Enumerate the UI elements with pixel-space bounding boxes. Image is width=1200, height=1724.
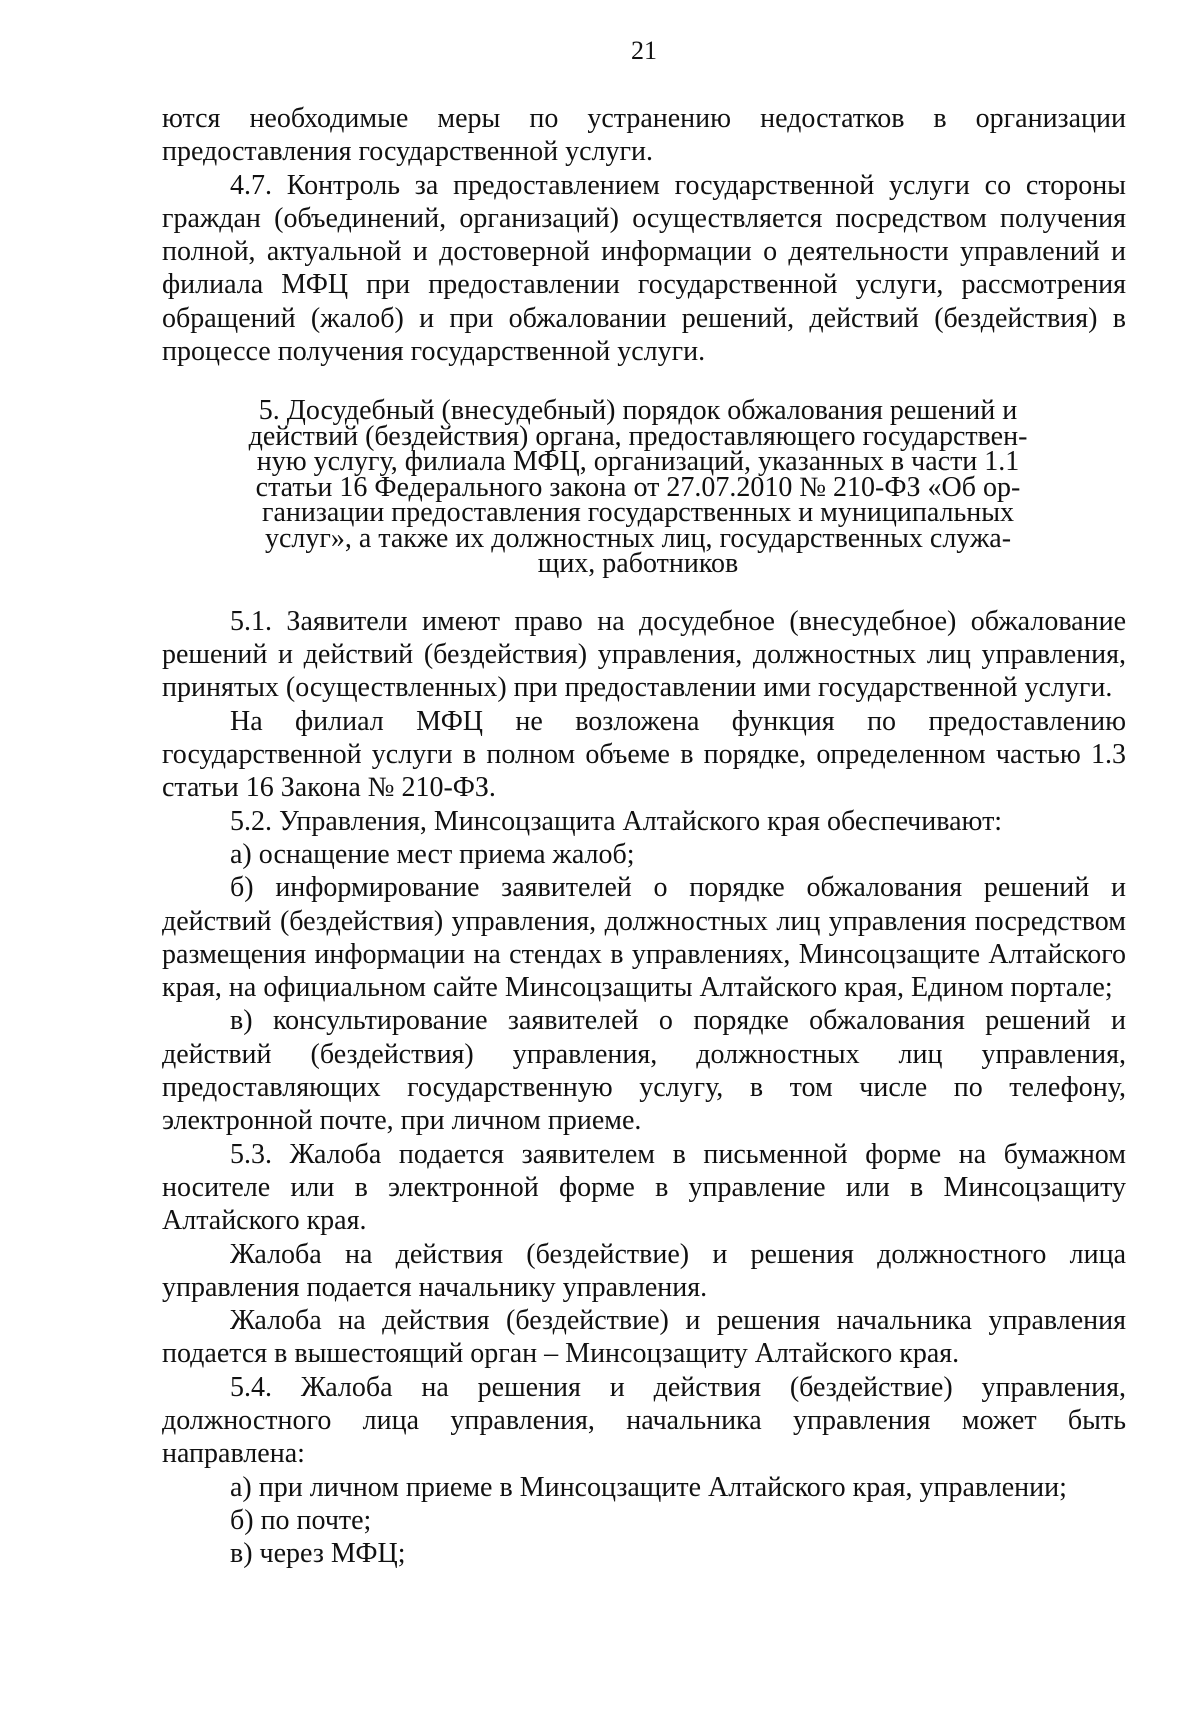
list-item-5-2-a: а) оснащение мест приема жалоб; [230,838,635,870]
list-item-5-4-a: а) при личном приеме в Минсоцзащите Алтайского края, управлении; [230,1471,1067,1503]
paragraph-complaint-official: Жалоба на действия (бездействие) и решения должностного лица управления подается начальнику управления. [162,1238,1126,1303]
paragraph-4-7: 4.7. Контроль за предоставлением государственной услуги со стороны граждан (объединений, организаций) осуществляется посредством получения полной, актуальной и достоверной информации о деятельности управлений и филиала МФЦ при предоставлении государственной услуги, рассмотрения обращений (жалоб) и при обжаловании решений, действий (бездействия) в процессе получения государственной услуги. [162,169,1126,368]
paragraph-5-4: 5.4. Жалоба на решения и действия (бездействие) управления, должностного лица управления, начальника управления может быть направлена: [162,1371,1126,1470]
section-heading-line: действий (бездействия) органа, предоставляющего государствен- [248,420,1028,452]
section-heading-line: статьи 16 Федерального закона от 27.07.2010 № 210-ФЗ «Об ор- [255,471,1021,503]
list-item-5-2-b: б) информирование заявителей о порядке обжалования решений и действий (бездействия) управления, должностных лиц управления посредством размещения информации на стендах в управлениях, Минсоцзащите Алтайского края, на официальном сайте Минсоцзащиты Алтайского края, Едином портале; [162,872,1126,1004]
paragraph-continuation: ются необходимые меры по устранению недостатков в организации предоставления государственной услуги. [162,103,1126,168]
paragraph-5-2: 5.2. Управления, Минсоцзащита Алтайского края обеспечивают: [230,805,1003,837]
section-heading-line: 5. Досудебный (внесудебный) порядок обжалования решений и [258,395,1018,427]
page-number: 21 [631,36,657,65]
list-item-5-4-v: в) через МФЦ; [230,1538,406,1570]
section-heading-line: ганизации предоставления государственных и муниципальных [261,497,1015,529]
section-heading-line: услуг», а также их должностных лиц, государственных служа- [264,522,1012,554]
list-item-5-2-v: в) консультирование заявителей о порядке обжалования решений и действий (бездействия) управления, должностных лиц управления, предоставляющих государственную услугу, в том числе по телефону, электронной почте, при личном приеме. [162,1005,1126,1137]
section-heading-line: щих, работников [537,548,739,580]
paragraph-mfc-function: На филиал МФЦ не возложена функция по предоставлению государственной услуги в полном объеме в порядке, определенном частью 1.3 статьи 16 Закона № 210-ФЗ. [162,705,1126,804]
section-5-heading [190,395,1086,580]
paragraph-5-1: 5.1. Заявители имеют право на досудебное (внесудебное) обжалование решений и действий (бездействия) управления, должностных лиц управления, принятых (осуществленных) при предоставлении ими государственной услуги. [162,605,1126,704]
paragraph-5-3: 5.3. Жалоба подается заявителем в письменной форме на бумажном носителе или в электронной форме в управление или в Минсоцзащиту Алтайского края. [162,1138,1126,1237]
list-item-5-4-b: б) по почте; [230,1504,372,1536]
paragraph-complaint-head: Жалоба на действия (бездействие) и решения начальника управления подается в вышестоящий орган – Минсоцзащиту Алтайского края. [162,1305,1126,1370]
section-heading-line: ную услугу, филиала МФЦ, организаций, указанных в части 1.1 [256,446,1020,478]
